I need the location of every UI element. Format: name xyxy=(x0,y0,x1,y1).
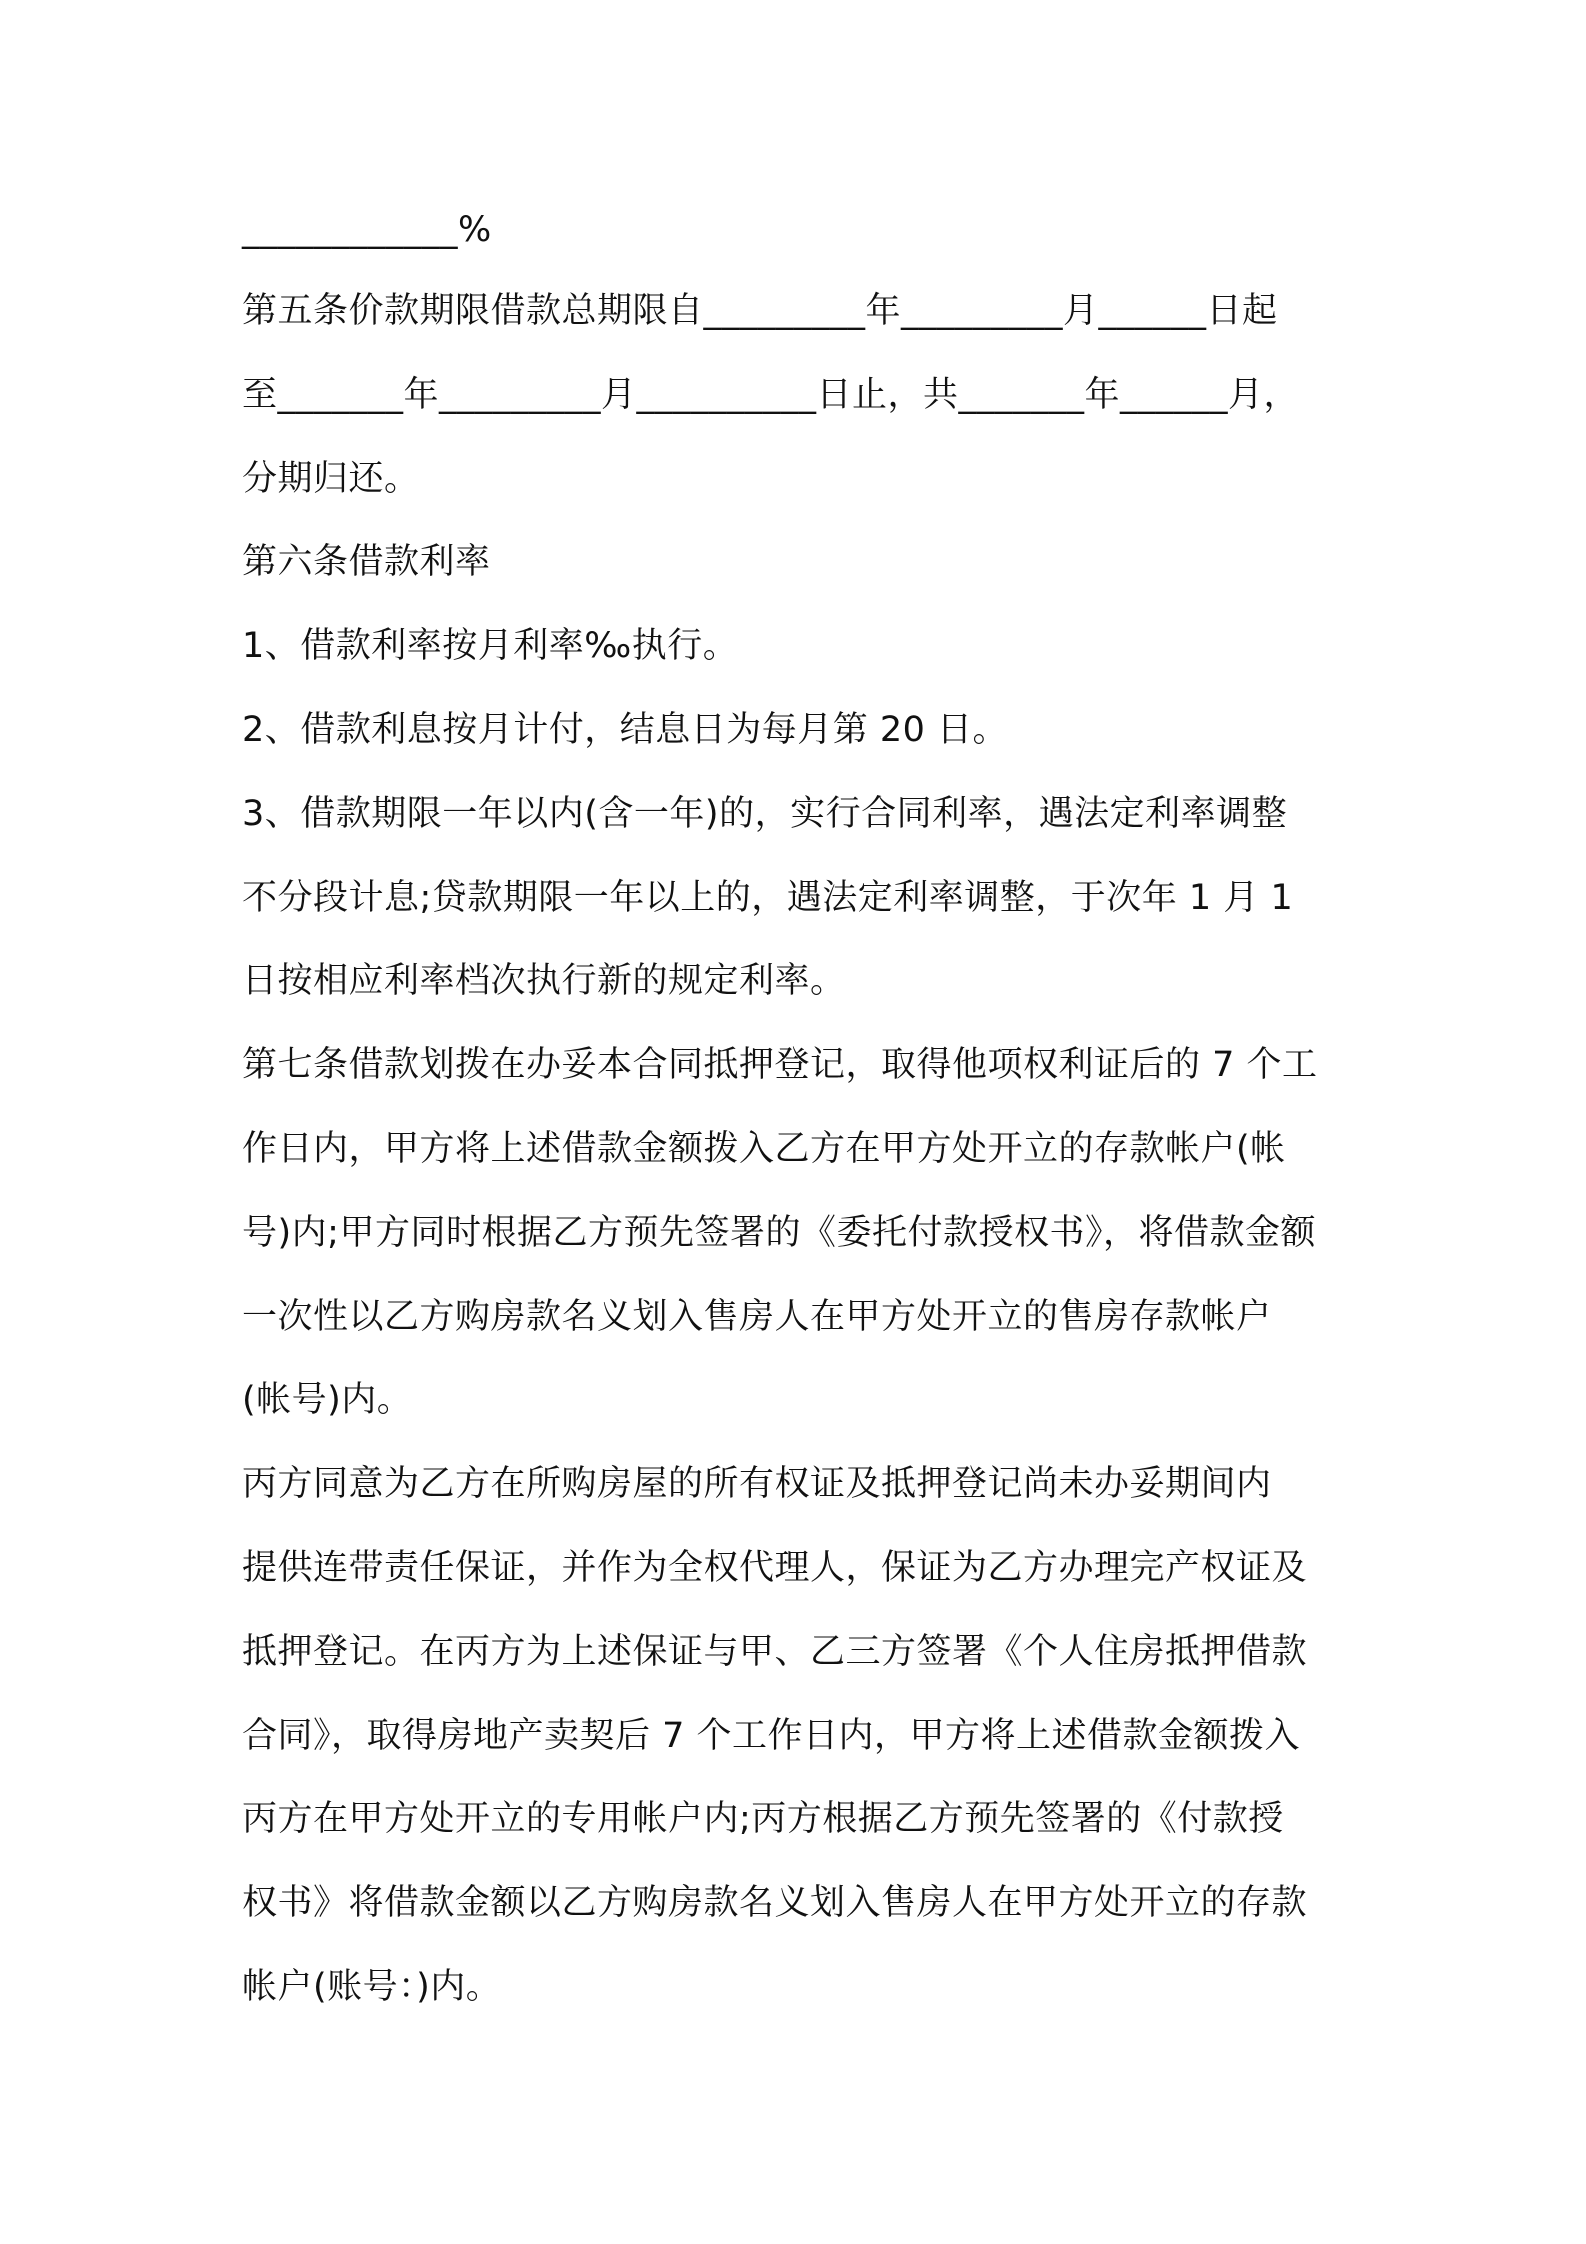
text-line: 权书》将借款金额以乙方购房款名义划入售房人在甲方处开立的存款 xyxy=(242,1883,1308,1924)
text-line: 至_______年_________月__________日止，共_______年______月， xyxy=(242,374,1300,415)
text-line: 分期归还。 xyxy=(242,458,420,499)
article-6-heading: 第六条借款利率 xyxy=(242,542,491,583)
text-line: 一次性以乙方购房款名义划入售房人在甲方处开立的售房存款帐户 xyxy=(242,1296,1272,1337)
guarantee-paragraph: 丙方同意为乙方在所购房屋的所有权证及抵押登记尚未办妥期间内 xyxy=(242,1464,1272,1505)
text-line: 抵押登记。在丙方为上述保证与甲、乙三方签署《个人住房抵押借款 xyxy=(242,1631,1308,1672)
text-line: 不分段计息;贷款期限一年以上的，遇法定利率调整，于次年 1 月 1 xyxy=(242,877,1294,918)
text-line: ____________% xyxy=(242,210,492,250)
text-line: (帐号)内。 xyxy=(242,1380,413,1421)
text-line: 帐户(账号：)内。 xyxy=(242,1966,502,2007)
article-5-term: 第五条价款期限借款总期限自_________年_________月______日起 xyxy=(242,291,1278,331)
text-line: 号)内;甲方同时根据乙方预先签署的《委托付款授权书》，将借款金额 xyxy=(242,1212,1316,1253)
article-7-transfer: 第七条借款划拨在办妥本合同抵押登记，取得他项权利证后的 7 个工 xyxy=(242,1045,1318,1086)
document-page xyxy=(242,190,1392,2030)
text-line: 作日内，甲方将上述借款金额拨入乙方在甲方处开立的存款帐户(帐 xyxy=(242,1128,1286,1169)
text-line: 提供连带责任保证，并作为全权代理人，保证为乙方办理完产权证及 xyxy=(242,1547,1308,1588)
text-line: 3、借款期限一年以内(含一年)的，实行合同利率，遇法定利率调整 xyxy=(242,793,1288,834)
text-line: 日按相应利率档次执行新的规定利率。 xyxy=(242,961,846,1002)
text-line: 1、借款利率按月利率‰执行。 xyxy=(242,626,739,667)
text-line: 合同》，取得房地产卖契后 7 个工作日内，甲方将上述借款金额拨入 xyxy=(242,1715,1301,1756)
text-line: 2、借款利息按月计付，结息日为每月第 20 日。 xyxy=(242,709,1009,750)
text-line: 丙方在甲方处开立的专用帐户内;丙方根据乙方预先签署的《付款授 xyxy=(242,1799,1284,1840)
